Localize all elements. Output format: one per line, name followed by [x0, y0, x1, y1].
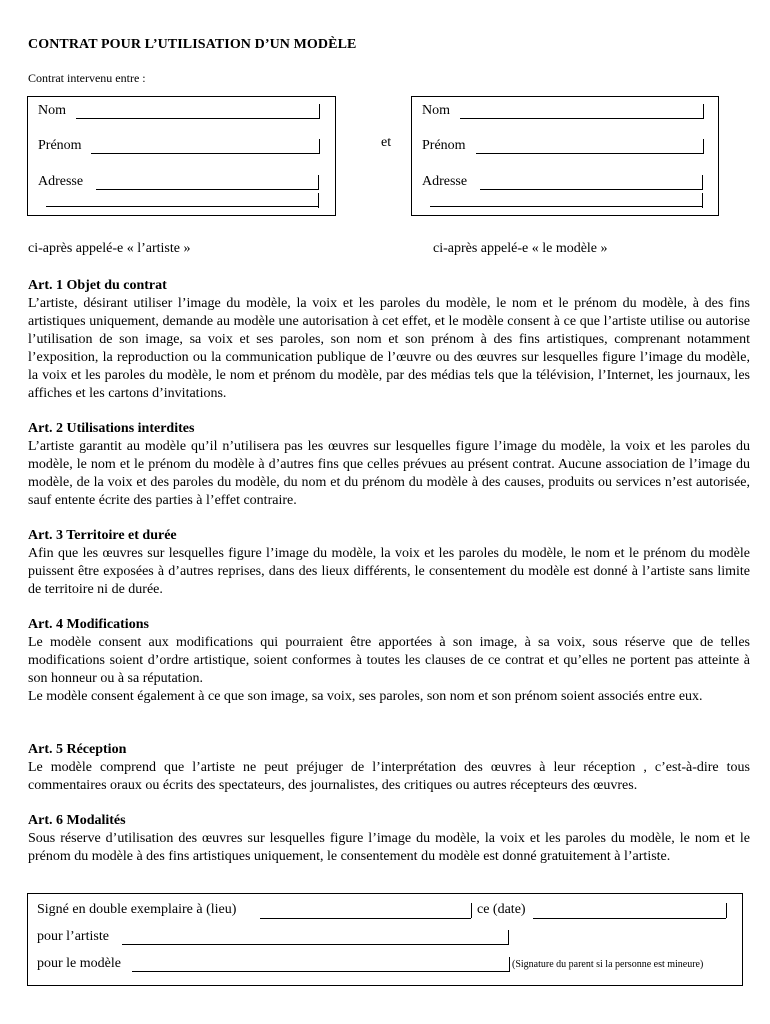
intro-text: Contrat intervenu entre : [28, 71, 146, 85]
article-paragraph: Le modèle consent aux modifications qui pourraient être apportées à son image, à sa voix, sous réserve que de telles modifications soient d’ordre artistique, soient conformes à toutes les clauses de ce contrat et qu’elles ne portent pas atteinte à son honneur ou à sa réputation. [28, 635, 750, 686]
model-adresse-field-2[interactable] [430, 206, 702, 207]
article-title: Art. 1 Objet du contrat [28, 278, 167, 293]
model-adresse-field[interactable] [480, 189, 702, 190]
artist-info-box [27, 96, 336, 216]
signature-box [27, 893, 743, 986]
article-title: Art. 4 Modifications [28, 617, 149, 632]
model-nom-label: Nom [422, 103, 450, 118]
date-label: ce (date) [477, 902, 526, 917]
model-designation: ci-après appelé-e « le modèle » [433, 241, 608, 256]
article-title: Art. 2 Utilisations interdites [28, 421, 195, 436]
article-paragraph: Sous réserve d’utilisation des œuvres sur lesquelles figure l’image du modèle, la voix et les paroles du modèle, le nom et le prénom du modèle à des fins artistiques uniquement, le consentement du modèle est donné gratuitement à l’artiste. [28, 831, 750, 864]
article-1 [28, 277, 750, 403]
artist-designation: ci-après appelé-e « l’artiste » [28, 241, 191, 256]
connector-et: et [381, 135, 392, 150]
artist-prenom-label: Prénom [38, 138, 82, 153]
artist-adresse-label: Adresse [38, 174, 84, 189]
artist-signature-field[interactable] [122, 944, 508, 945]
model-nom-field[interactable] [460, 118, 703, 119]
model-signature-label: pour le modèle [37, 956, 121, 971]
article-paragraph: Afin que les œuvres sur lesquelles figure l’image du modèle, la voix et les paroles du modèle, le nom et le prénom du modèle puissent être exposées à d’autres reprises, dans des lieux différents, le consentement du modèle est donné à l’artiste sans limite de territoire ni de durée. [28, 546, 750, 597]
article-paragraph: Le modèle comprend que l’artiste ne peut préjuger de l’interprétation des œuvres à leur réception , c’est-à-dire tous commentaires oraux ou écrits des spectateurs, des journalistes, des critiques ou autres récepteurs des œuvres. [28, 760, 750, 793]
artist-nom-field[interactable] [76, 118, 319, 119]
article-paragraph: L’artiste garantit au modèle qu’il n’utilisera pas les œuvres sur lesquelles figure l’image du modèle, la voix et les paroles du modèle, le nom et le prénom du modèle à d’autres fins que celles prévues au présent contrat. Aucune association de l’image du modèle, de la voix et des paroles du modèle, du nom et du prénom du modèle à des causes, produits ou services n’est autorisée, sauf entente écrite des parties à l’effet contraire. [28, 439, 750, 508]
article-4 [28, 616, 750, 706]
signed-place-label: Signé en double exemplaire à (lieu) [37, 902, 237, 917]
article-6 [28, 812, 750, 866]
model-prenom-field[interactable] [476, 153, 703, 154]
artist-nom-label: Nom [38, 103, 66, 118]
document-title: CONTRAT POUR L’UTILISATION D’UN MODÈLE [28, 37, 357, 52]
model-signature-field[interactable] [132, 971, 509, 972]
artist-adresse-field[interactable] [96, 189, 318, 190]
model-prenom-label: Prénom [422, 138, 466, 153]
artist-signature-label: pour l’artiste [37, 929, 109, 944]
artist-prenom-field[interactable] [91, 153, 319, 154]
article-title: Art. 5 Réception [28, 742, 127, 757]
article-5 [28, 741, 750, 795]
article-title: Art. 3 Territoire et durée [28, 528, 177, 543]
article-3 [28, 527, 750, 599]
model-adresse-label: Adresse [422, 174, 468, 189]
article-paragraph: L’artiste, désirant utiliser l’image du modèle, la voix et les paroles du modèle, le nom et le prénom du modèle, à des fins artistiques uniquement, demande au modèle une autorisation à cet effet, et le modèle consent à ce que l’artiste utilise ou autorise l’utilisation de son image, sa voix et ses paroles, son nom et son prénom à des fins artistiques, comprenant notamment l’exposition, la reproduction ou la communication publique de l’œuvre ou des œuvres sur lesquelles figure l’image du modèle, la voix et les paroles du modèle, le nom et prénom du modèle, par des médias tels que la télévision, l’Internet, les journaux, les affiches et les cartons d’invitations. [28, 296, 750, 401]
model-info-box [411, 96, 719, 216]
place-field[interactable] [260, 918, 471, 919]
article-title: Art. 6 Modalités [28, 813, 126, 828]
artist-adresse-field-2[interactable] [46, 206, 318, 207]
date-field[interactable] [533, 918, 726, 919]
article-2 [28, 420, 750, 510]
article-paragraph: Le modèle consent également à ce que son image, sa voix, ses paroles, son nom et son prénom soient associés entre eux. [28, 689, 703, 704]
parent-signature-note: (Signature du parent si la personne est mineure) [512, 959, 704, 970]
